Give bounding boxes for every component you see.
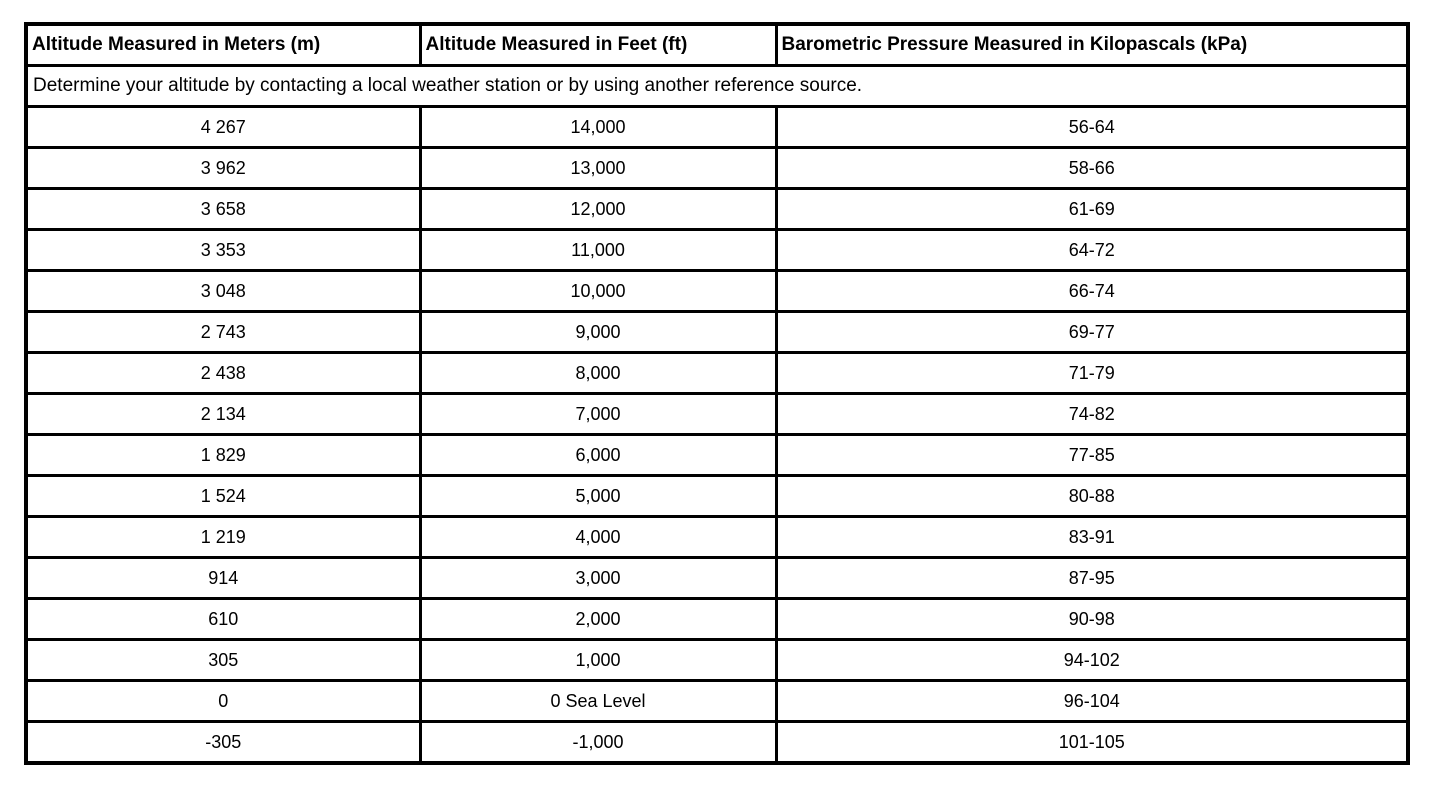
note-text: Determine your altitude by contacting a local weather station or by using another reference source.: [26, 66, 1408, 107]
table-cell: 64-72: [776, 230, 1408, 271]
table-cell: 66-74: [776, 271, 1408, 312]
table-cell: 5,000: [420, 476, 776, 517]
table-cell: 10,000: [420, 271, 776, 312]
table-row: [26, 558, 1408, 599]
header-altitude-meters: Altitude Measured in Meters (m): [26, 24, 420, 66]
table-cell: 7,000: [420, 394, 776, 435]
table-cell: 610: [26, 599, 420, 640]
table-cell: 13,000: [420, 148, 776, 189]
table-row: [26, 722, 1408, 764]
header-barometric-pressure: Barometric Pressure Measured in Kilopascals (kPa): [776, 24, 1408, 66]
table-row: [26, 189, 1408, 230]
table-cell: 83-91: [776, 517, 1408, 558]
table-cell: 6,000: [420, 435, 776, 476]
table-cell: 69-77: [776, 312, 1408, 353]
table-cell: 3,000: [420, 558, 776, 599]
table-cell: 3 658: [26, 189, 420, 230]
table-cell: 305: [26, 640, 420, 681]
table-cell: 96-104: [776, 681, 1408, 722]
table-cell: 9,000: [420, 312, 776, 353]
table-row: [26, 148, 1408, 189]
table-row: [26, 599, 1408, 640]
note-row: [26, 66, 1408, 107]
table-cell: 56-64: [776, 107, 1408, 148]
table-cell: 1 829: [26, 435, 420, 476]
table-row: [26, 312, 1408, 353]
table-cell: 914: [26, 558, 420, 599]
altitude-pressure-table: [24, 22, 1410, 765]
table-row: [26, 640, 1408, 681]
table-cell: 0 Sea Level: [420, 681, 776, 722]
table-cell: 8,000: [420, 353, 776, 394]
table-cell: 3 962: [26, 148, 420, 189]
table-cell: 58-66: [776, 148, 1408, 189]
table-cell: 80-88: [776, 476, 1408, 517]
header-altitude-feet: Altitude Measured in Feet (ft): [420, 24, 776, 66]
table-cell: 2 134: [26, 394, 420, 435]
table-cell: 2,000: [420, 599, 776, 640]
table-cell: 4,000: [420, 517, 776, 558]
table-row: [26, 681, 1408, 722]
table-cell: 74-82: [776, 394, 1408, 435]
table-cell: 77-85: [776, 435, 1408, 476]
table-cell: 2 438: [26, 353, 420, 394]
table-cell: 12,000: [420, 189, 776, 230]
table-header-row: [26, 24, 1408, 66]
table-cell: 1 524: [26, 476, 420, 517]
table-row: [26, 476, 1408, 517]
table-cell: 90-98: [776, 599, 1408, 640]
table-cell: 3 048: [26, 271, 420, 312]
table-cell: 0: [26, 681, 420, 722]
table-row: [26, 107, 1408, 148]
table-cell: 1 219: [26, 517, 420, 558]
table-cell: 11,000: [420, 230, 776, 271]
table-cell: 87-95: [776, 558, 1408, 599]
table-cell: 14,000: [420, 107, 776, 148]
table-row: [26, 517, 1408, 558]
table-row: [26, 230, 1408, 271]
table-row: [26, 435, 1408, 476]
table-cell: -305: [26, 722, 420, 764]
table-cell: 94-102: [776, 640, 1408, 681]
table-cell: 61-69: [776, 189, 1408, 230]
table-cell: 3 353: [26, 230, 420, 271]
table-body: [26, 66, 1408, 764]
table-cell: 71-79: [776, 353, 1408, 394]
table-row: [26, 271, 1408, 312]
table-cell: 1,000: [420, 640, 776, 681]
table-cell: 101-105: [776, 722, 1408, 764]
table-row: [26, 353, 1408, 394]
table-row: [26, 394, 1408, 435]
table-cell: -1,000: [420, 722, 776, 764]
table-cell: 4 267: [26, 107, 420, 148]
table-cell: 2 743: [26, 312, 420, 353]
